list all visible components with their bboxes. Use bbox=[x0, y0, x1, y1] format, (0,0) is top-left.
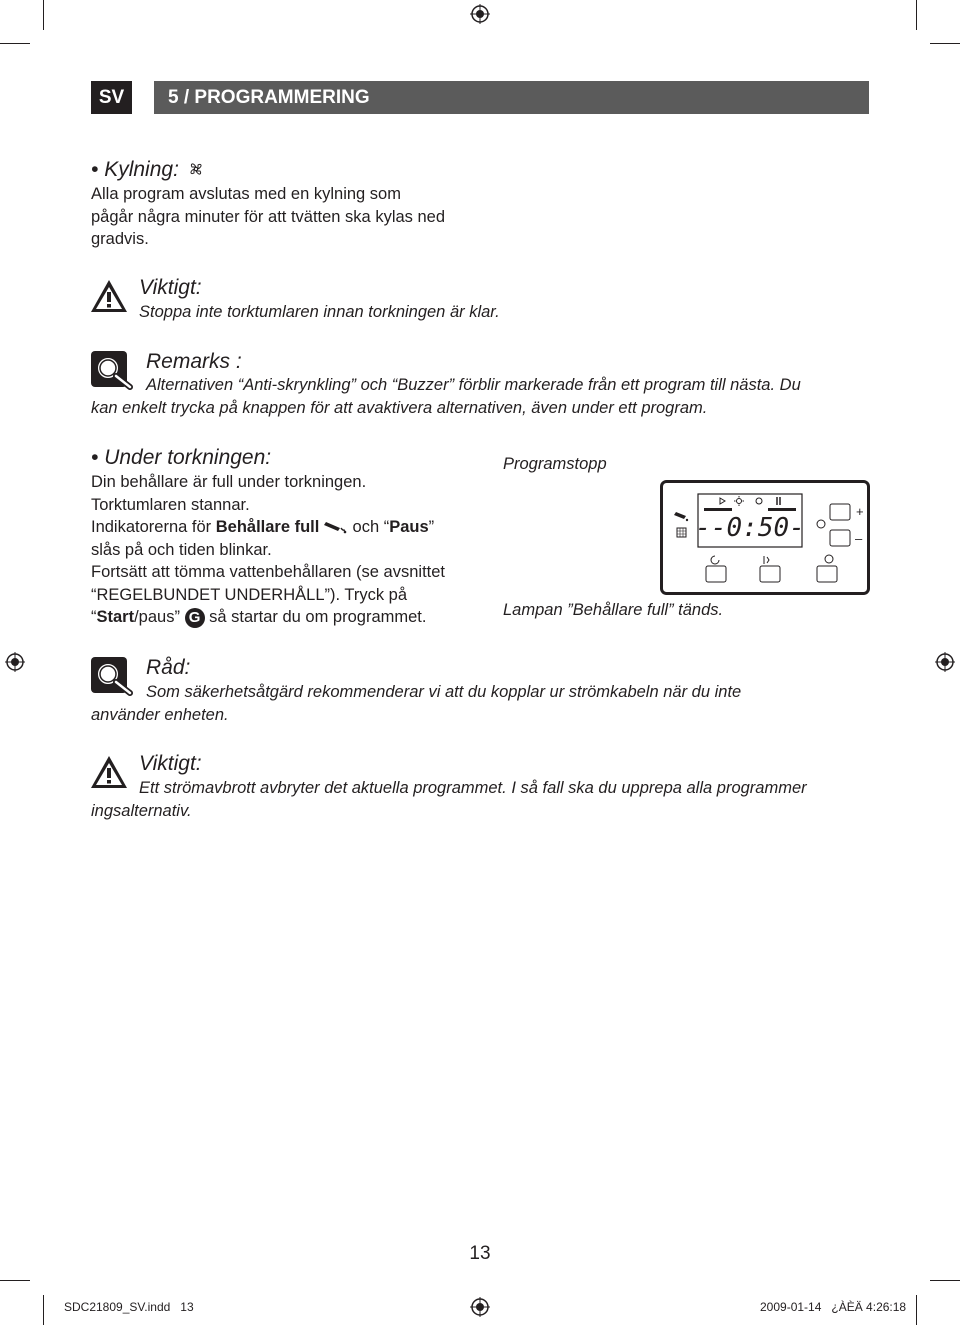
crop-mark bbox=[916, 1295, 917, 1325]
warning-icon bbox=[89, 278, 129, 314]
panel-caption-bottom: Lampan ”Behållare full” tänds. bbox=[503, 601, 724, 619]
remarks-heading: Remarks : bbox=[146, 350, 242, 373]
advice-line: använder enheten. bbox=[91, 706, 229, 724]
fan-icon bbox=[187, 160, 205, 178]
important-text: Stoppa inte torktumlaren innan torkningen är klar. bbox=[139, 303, 500, 321]
advice-heading: Råd: bbox=[146, 656, 191, 679]
g-badge: G bbox=[185, 608, 205, 628]
crop-mark bbox=[43, 0, 44, 30]
crop-mark bbox=[916, 0, 917, 30]
language-tab: SV bbox=[91, 81, 132, 114]
plus-label: + bbox=[856, 504, 864, 519]
remarks-line: kan enkelt trycka på knappen för att avaktivera alternativen, även under ett program. bbox=[91, 399, 708, 417]
cooling-text: Alla program avslutas med en kylning som pågår några minuter för att tvätten ska kylas ned gradvis. bbox=[91, 185, 446, 248]
crop-mark bbox=[0, 1280, 30, 1281]
footer-file-info: SDC21809_SV.indd 13 bbox=[64, 1300, 194, 1314]
registration-mark-icon bbox=[470, 4, 490, 24]
cooling-heading: • Kylning: bbox=[91, 158, 205, 182]
during-text: Din behållare är full under torkningen. Torktumlaren stannar. Indikatorerna för Behållare full och “Paus” slås på och tiden blinkar. Fortsätt att tömma vattenbehållaren (se avsnittet “REGELBUNDET UNDERHÅLL”). Tryck på “Start/paus” G så startar du om programmet. bbox=[91, 473, 446, 626]
important-heading: Viktigt: bbox=[139, 752, 202, 775]
during-heading: • Under torkningen: bbox=[91, 446, 272, 469]
magnifier-icon bbox=[90, 656, 136, 696]
registration-mark-icon bbox=[470, 1297, 490, 1317]
important-line: Ett strömavbrott avbryter det aktuella programmet. I så fall ska du upprepa alla programmer bbox=[139, 779, 807, 797]
container-full-icon bbox=[324, 518, 348, 534]
panel-caption-top: Programstopp bbox=[503, 455, 607, 473]
section-title: 5 / PROGRAMMERING bbox=[154, 81, 869, 114]
panel-display: --0:50- bbox=[695, 513, 805, 543]
important-heading: Viktigt: bbox=[139, 276, 202, 299]
crop-mark bbox=[0, 43, 30, 44]
important-line: ingsalternativ. bbox=[91, 802, 192, 820]
warning-icon bbox=[89, 754, 129, 790]
remarks-line: Alternativen “Anti-skrynkling” och “Buzzer” förblir markerade från ett program till nästa. Du bbox=[146, 376, 801, 394]
control-panel-diagram bbox=[660, 480, 870, 595]
crop-mark bbox=[43, 1295, 44, 1325]
crop-mark bbox=[930, 1280, 960, 1281]
crop-mark bbox=[930, 43, 960, 44]
advice-line: Som säkerhetsåtgärd rekommenderar vi att du kopplar ur strömkabeln när du inte bbox=[146, 683, 742, 701]
minus-label: – bbox=[855, 531, 863, 546]
magnifier-icon bbox=[90, 350, 136, 390]
footer-timestamp: 2009-01-14 ¿ÀÈÄ 4:26:18 bbox=[760, 1300, 907, 1314]
registration-mark-icon bbox=[935, 652, 955, 672]
registration-mark-icon bbox=[5, 652, 25, 672]
page-number: 13 bbox=[469, 1243, 491, 1264]
